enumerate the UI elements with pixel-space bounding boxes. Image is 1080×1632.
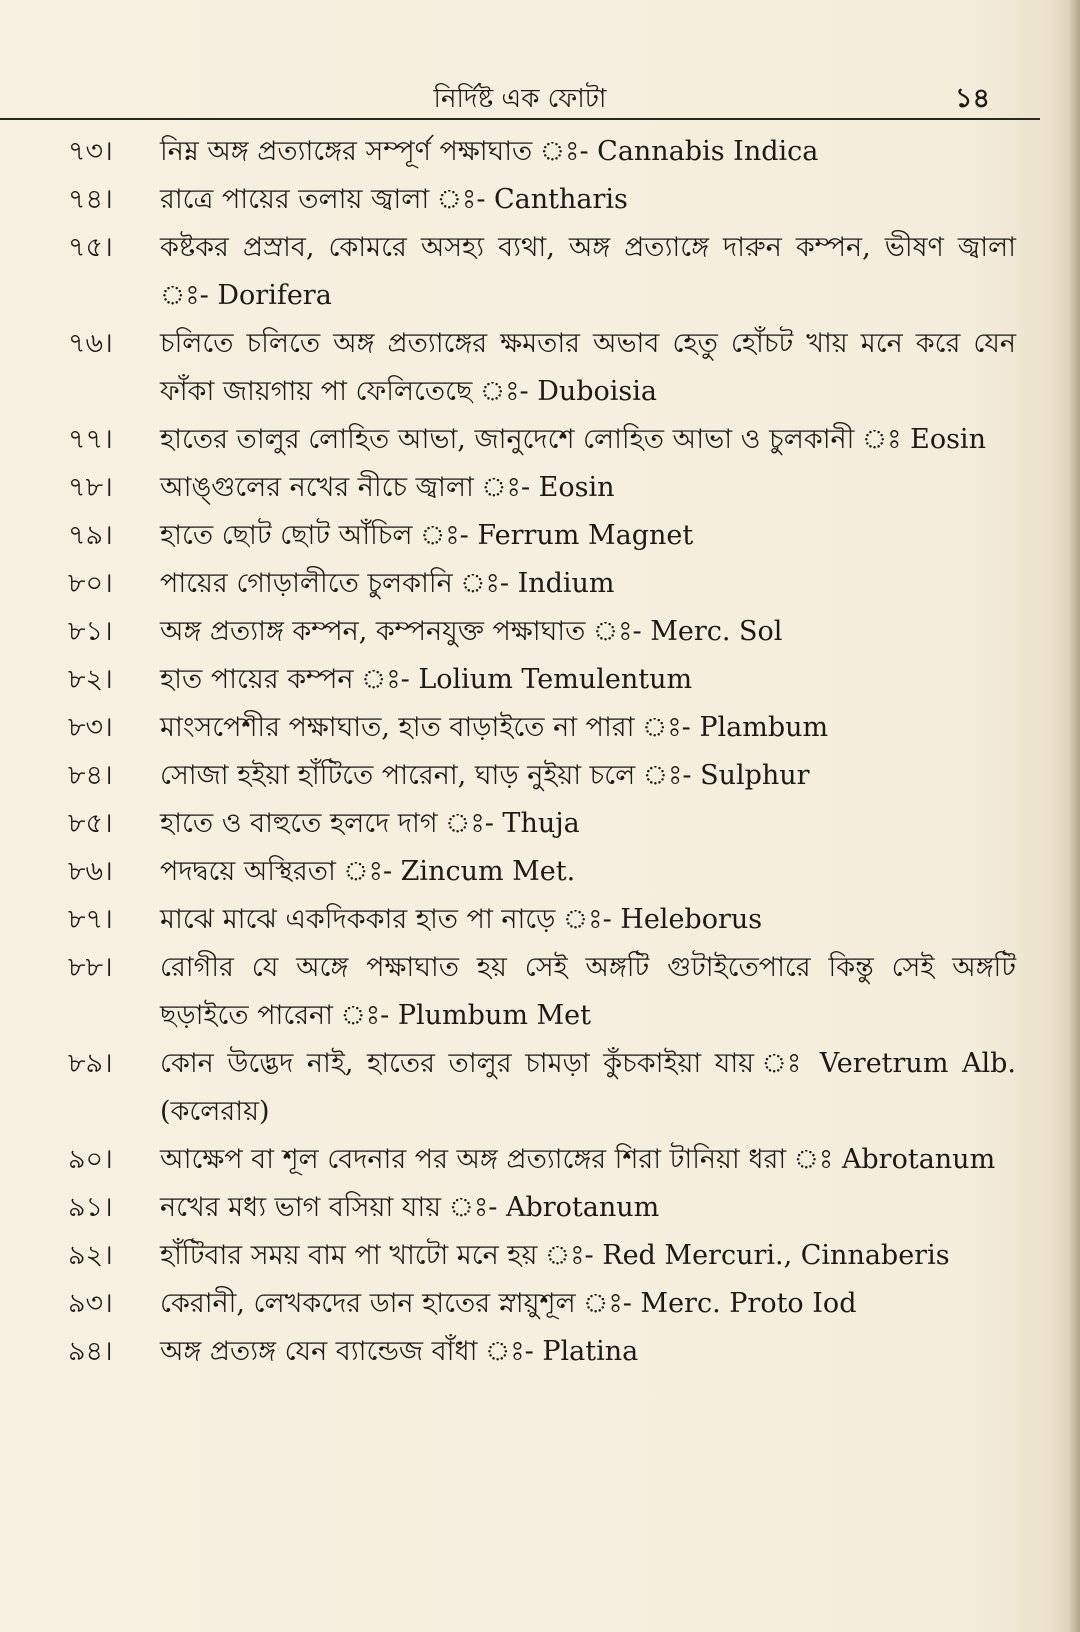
entry-number: ৮৮। <box>68 952 113 983</box>
entry-number: ৮৯। <box>68 1048 113 1079</box>
entry-text: পায়ের গোড়ালীতে চুলকানি ঃ- Indium <box>160 568 615 599</box>
entry-number: ৯০। <box>68 1144 113 1175</box>
list-item <box>68 752 1016 800</box>
header-rule <box>0 118 1040 120</box>
page-number: ১৪ <box>954 83 990 114</box>
list-item <box>68 1328 1016 1376</box>
list-item <box>68 1184 1016 1232</box>
entry-text: রোগীর যে অঙ্গে পক্ষাঘাত হয় সেই অঙ্গটি গুটাইতেপারে কিন্তু সেই অঙ্গটি ছড়াইতে পারেনা ঃ- Plumbum Met <box>160 952 1016 1031</box>
entry-text: রাত্রে পায়ের তলায় জ্বালা ঃ- Cantharis <box>160 184 628 215</box>
running-header <box>0 70 1040 118</box>
entry-text: হাতে ও বাহুতে হলদে দাগ ঃ- Thuja <box>160 808 580 839</box>
entry-text: চলিতে চলিতে অঙ্গ প্রত্যাঙ্গের ক্ষমতার অভাব হেতু হোঁচট খায় মনে করে যেন ফাঁকা জায়গায় পা ফেলিতেছে ঃ- Duboisia <box>160 328 1016 407</box>
list-item <box>68 944 1016 1040</box>
entry-text: নিম্ন অঙ্গ প্রত্যাঙ্গের সম্পূর্ণ পক্ষাঘাত ঃ- Cannabis Indica <box>160 136 819 167</box>
entry-text: হাঁটিবার সময় বাম পা খাটো মনে হয় ঃ- Red Mercuri., Cinnaberis <box>160 1240 950 1271</box>
list-item <box>68 512 1016 560</box>
entry-text: হাতে ছোট ছোট আঁচিল ঃ- Ferrum Magnet <box>160 520 694 551</box>
list-item <box>68 704 1016 752</box>
entry-number: ৭৯। <box>68 520 113 551</box>
list-item <box>68 1136 1016 1184</box>
entry-text: পদদ্বয়ে অস্থিরতা ঃ- Zincum Met. <box>160 856 576 887</box>
entry-number: ৭৭। <box>68 424 113 455</box>
list-item <box>68 656 1016 704</box>
entry-number: ৮৬। <box>68 856 113 887</box>
list-item <box>68 1040 1016 1136</box>
entry-text: অঙ্গ প্রত্যাঙ্গ কম্পন, কম্পনযুক্ত পক্ষাঘাত ঃ- Merc. Sol <box>160 616 783 647</box>
entry-text: মাংসপেশীর পক্ষাঘাত, হাত বাড়াইতে না পারা ঃ- Plambum <box>160 712 829 743</box>
header-title: নির্দিষ্ট এক ফোটা <box>433 84 607 114</box>
list-item <box>68 416 1016 464</box>
page-edge-shadow <box>1068 0 1080 1632</box>
entry-number: ৮২। <box>68 664 113 695</box>
entry-text: কোন উদ্ভেদ নাই, হাতের তালুর চামড়া কুঁচকাইয়া যায় ঃ Veretrum Alb. (কলেরায়) <box>160 1048 1016 1127</box>
entry-number: ৭৮। <box>68 472 113 503</box>
entry-number: ৮৩। <box>68 712 113 743</box>
entry-number: ৮০। <box>68 568 113 599</box>
entry-text: সোজা হইয়া হাঁটিতে পারেনা, ঘাড় নুইয়া চলে ঃ- Sulphur <box>160 760 810 791</box>
entry-number: ৮৪। <box>68 760 113 791</box>
entry-text: মাঝে মাঝে একদিককার হাত পা নাড়ে ঃ- Heleborus <box>160 904 763 935</box>
entry-number: ৯৪। <box>68 1336 113 1367</box>
list-item <box>68 608 1016 656</box>
list-item <box>68 1280 1016 1328</box>
entry-text: হাত পায়ের কম্পন ঃ- Lolium Temulentum <box>160 664 693 695</box>
list-item <box>68 848 1016 896</box>
entry-number: ৯৩। <box>68 1288 113 1319</box>
entry-text: নখের মধ্য ভাগ বসিয়া যায় ঃ- Abrotanum <box>160 1192 660 1223</box>
entry-number: ৭৩। <box>68 136 113 167</box>
entry-text: আক্ষেপ বা শূল বেদনার পর অঙ্গ প্রত্যাঙ্গের শিরা টানিয়া ধরা ঃ Abrotanum <box>160 1144 996 1175</box>
list-item <box>68 320 1016 416</box>
list-item <box>68 800 1016 848</box>
list-item <box>68 128 1016 176</box>
entry-number: ৮৫। <box>68 808 113 839</box>
entry-text: হাতের তালুর লোহিত আভা, জানুদেশে লোহিত আভা ও চুলকানী ঃ Eosin <box>160 424 986 455</box>
entry-number: ৮৭। <box>68 904 113 935</box>
list-item <box>68 896 1016 944</box>
entry-number: ৯১। <box>68 1192 113 1223</box>
entry-number: ৭৪। <box>68 184 113 215</box>
entry-number: ৭৬। <box>68 328 113 359</box>
list-item <box>68 464 1016 512</box>
entry-text: আঙ্গুলের নখের নীচে জ্বালা ঃ- Eosin <box>160 472 615 503</box>
entry-text: অঙ্গ প্রত্যঙ্গ যেন ব্যান্ডেজ বাঁধা ঃ- Platina <box>160 1336 639 1367</box>
list-item <box>68 176 1016 224</box>
list-item <box>68 560 1016 608</box>
list-item <box>68 224 1016 320</box>
remedy-list <box>68 128 1016 1376</box>
entry-text: কষ্টকর প্রস্রাব, কোমরে অসহ্য ব্যথা, অঙ্গ প্রত্যাঙ্গে দারুন কম্পন, ভীষণ জ্বালা ঃ- Dorifera <box>160 232 1016 311</box>
entry-number: ৮১। <box>68 616 113 647</box>
entry-text: কেরানী, লেখকদের ডান হাতের স্নায়ুশূল ঃ- Merc. Proto Iod <box>160 1288 857 1319</box>
entry-number: ৯২। <box>68 1240 113 1271</box>
list-item <box>68 1232 1016 1280</box>
entry-number: ৭৫। <box>68 232 113 263</box>
